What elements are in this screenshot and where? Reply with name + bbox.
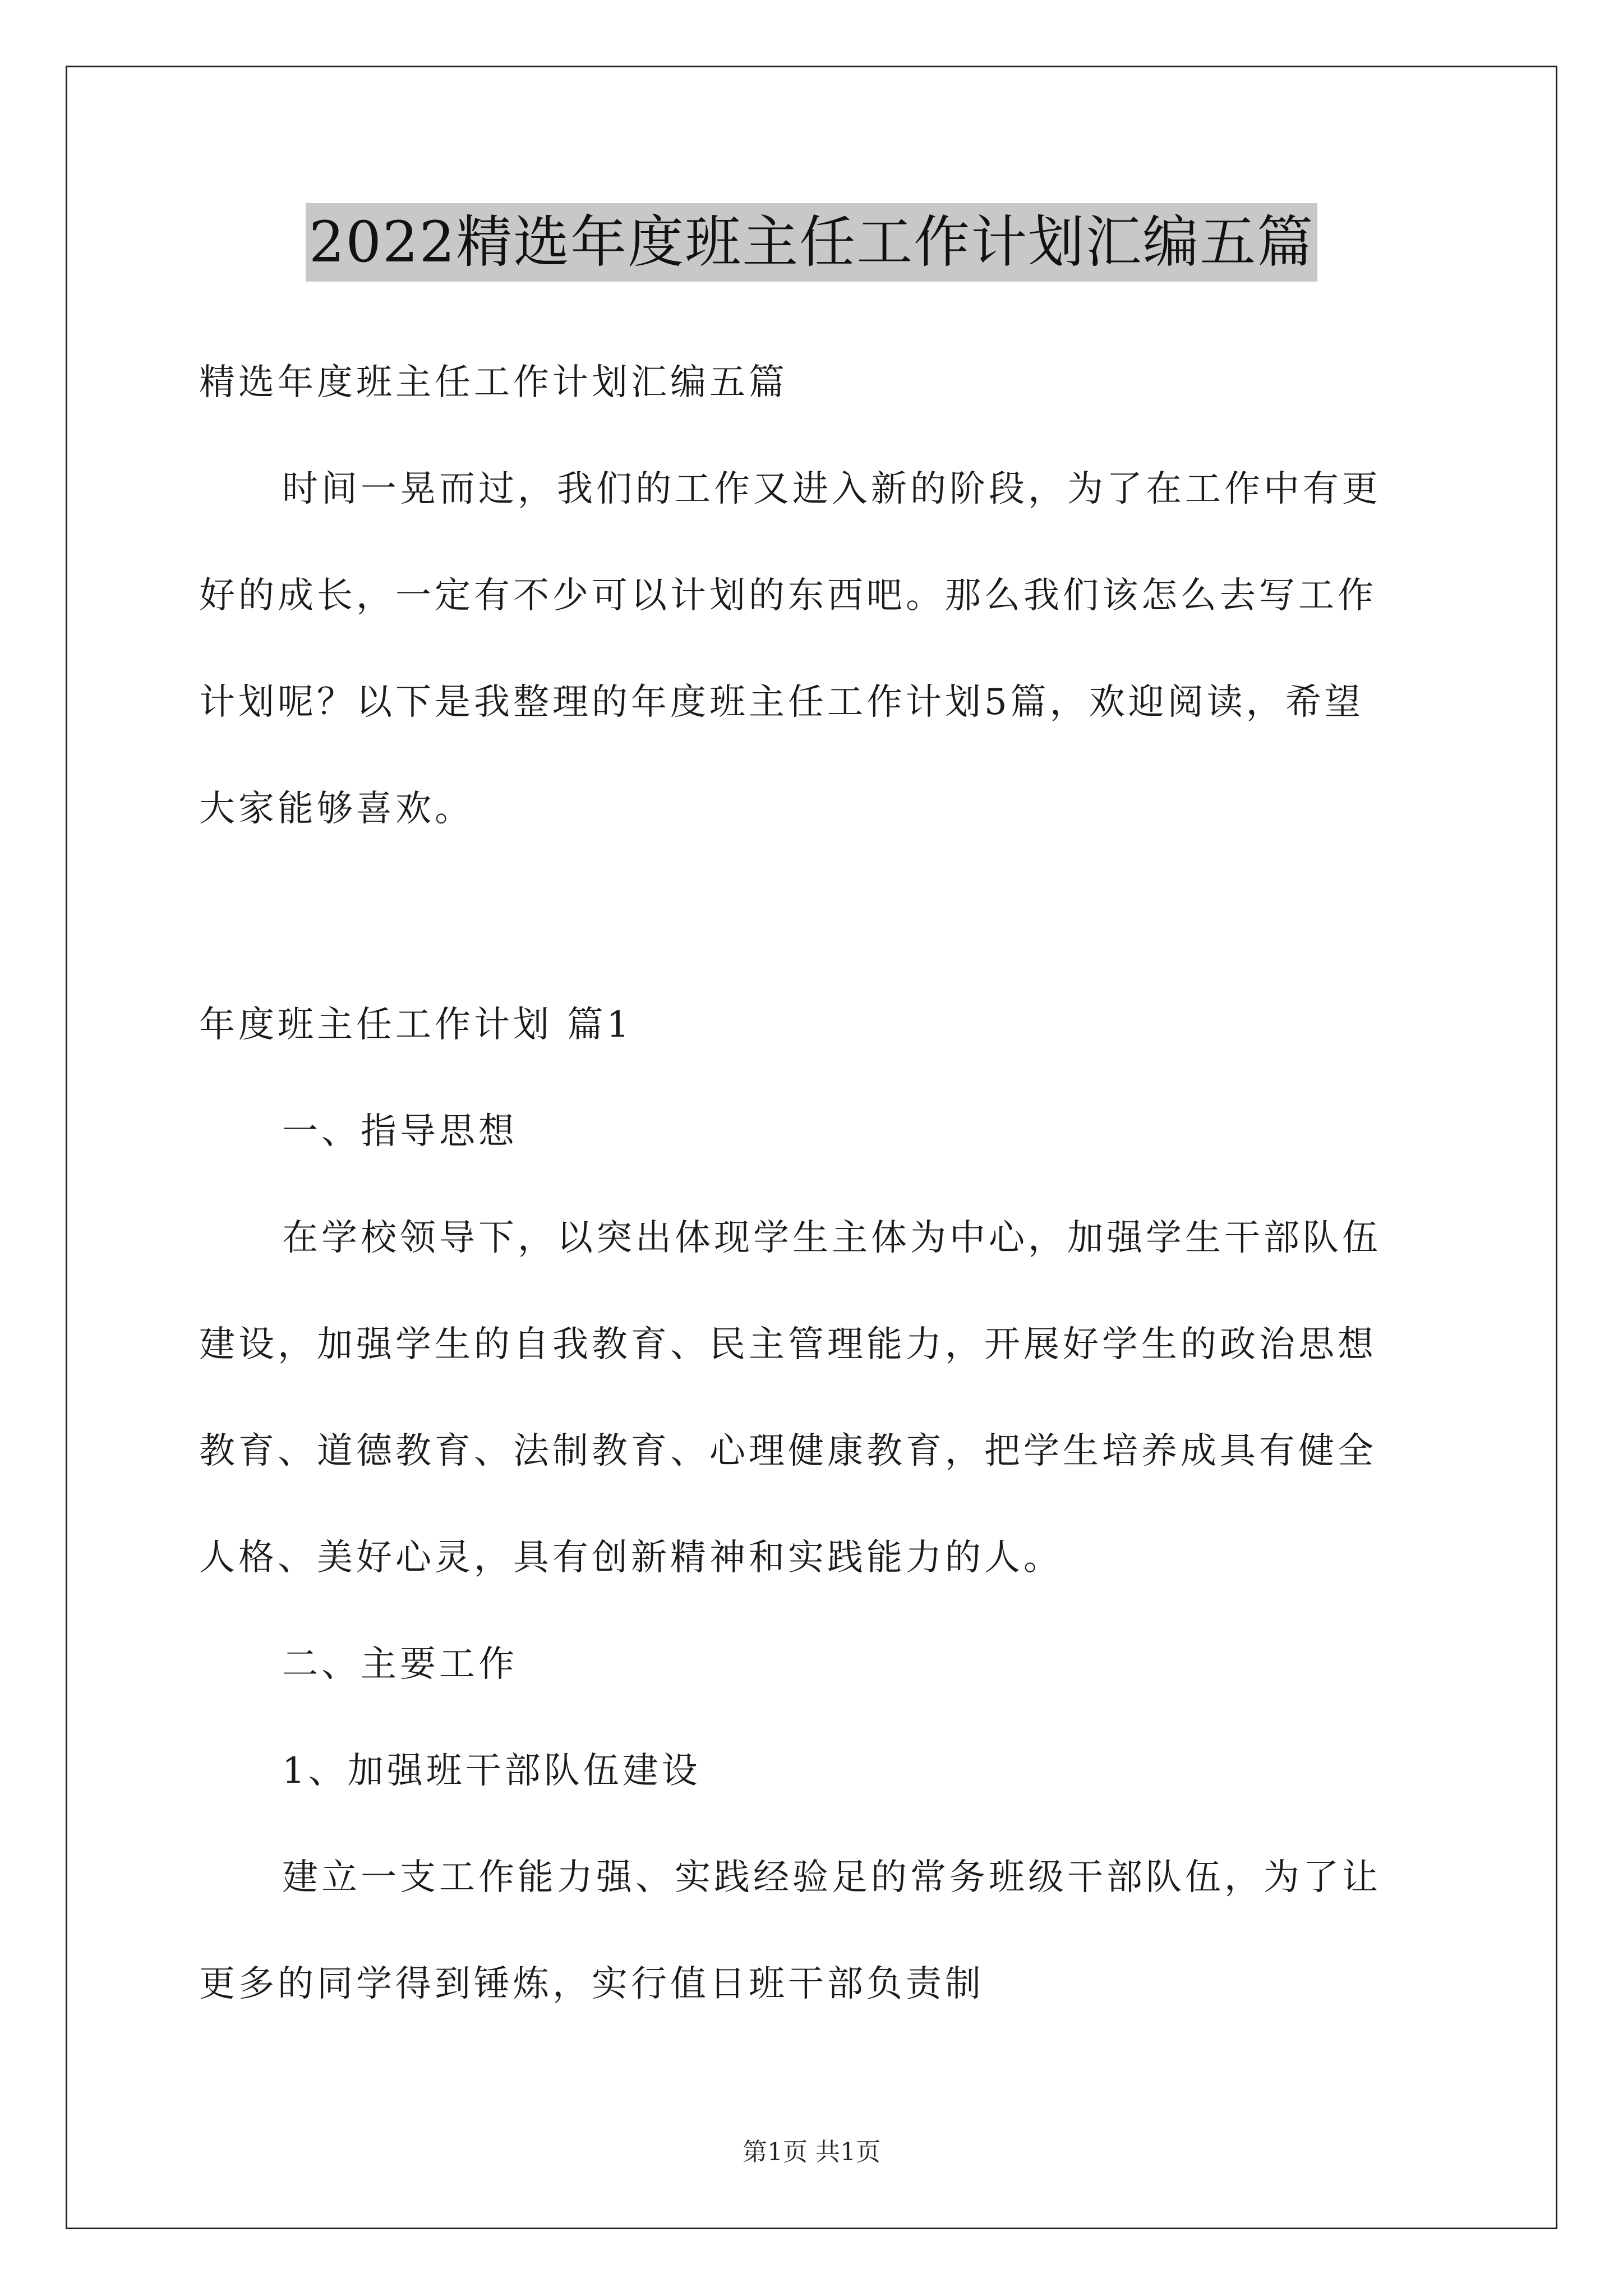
heading-class-cadre: 1、加强班干部队伍建设 [282,1750,701,1792]
intro-line-4: 大家能够喜欢。 [199,788,474,830]
intro-line-3: 计划呢？以下是我整理的年度班主任工作计划5篇，欢迎阅读，希望 [199,682,1364,723]
document-subtitle: 精选年度班主任工作计划汇编五篇 [199,362,788,403]
paragraph-1-line-1: 在学校领导下，以突出体现学生主体为中心，加强学生干部队伍 [282,1217,1381,1259]
paragraph-2-line-2: 更多的同学得到锤炼，实行值日班干部负责制 [199,1963,984,2005]
page-footer: 第1页 共1页 [743,2138,880,2166]
paragraph-1-line-2: 建设，加强学生的自我教育、民主管理能力，开展好学生的政治思想 [199,1324,1377,1365]
heading-guiding-ideology: 一、指导思想 [282,1111,518,1152]
title-container [0,203,1623,282]
intro-line-2: 好的成长，一定有不少可以计划的东西吧。那么我们该怎么去写工作 [199,575,1377,616]
paragraph-1-line-4: 人格、美好心灵，具有创新精神和实践能力的人。 [199,1537,1063,1579]
intro-line-1: 时间一晃而过，我们的工作又进入新的阶段，为了在工作中有更 [282,468,1381,510]
heading-main-work: 二、主要工作 [282,1644,518,1685]
paragraph-2-line-1: 建立一支工作能力强、实践经验足的常务班级干部队伍，为了让 [282,1857,1381,1898]
paragraph-1-line-3: 教育、道德教育、法制教育、心理健康教育，把学生培养成具有健全 [199,1430,1377,1472]
document-title: 2022精选年度班主任工作计划汇编五篇 [306,203,1318,282]
section-heading: 年度班主任工作计划 篇1 [199,1004,633,1046]
